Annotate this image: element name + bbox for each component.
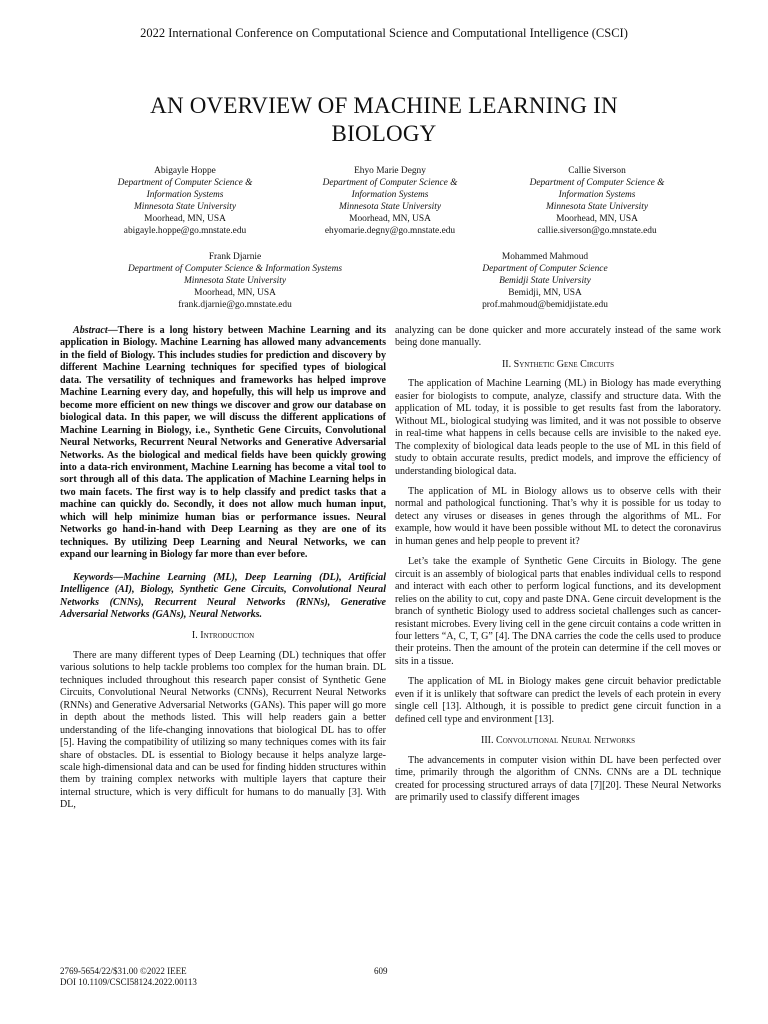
author-block	[285, 165, 495, 238]
author-department: Department of Computer Science &	[529, 178, 665, 189]
author-department: Department of Computer Science &	[117, 178, 253, 189]
author-university: Bemidji State University	[499, 276, 591, 287]
abstract-text: —There is a long history between Machine Learning and its application in Biology. Machine Learning has allowed many advancements in the field of Biology. This includes studies for prediction and discovery by different Machine Learning techniques for specified types of biological data. The versatility of techniques and frameworks has helped improve Machine Learning every day, and hopefully, this will help us improve and become more efficient on new things we discover and grow our database on biological data. In this paper, we will discuss the different applications of Machine Learning in Biology, i.e., Synthetic Gene Circuits, Convolutional Neural Networks, Recurrent Neural Networks and Generative Adversarial Networks. As the biological and medical fields have been quickly growing into a data-rich environment, Machine Learning has become a vital tool to sort through all of this data. The application of Machine Learning helps in two main facets. The first way is to help classify and predict tasks that a machine can quickly do. Secondly, it does not allow much human input, which will help minimize human bias or performance issues. Neural Networks go hand-in-hand with Deep Learning as they are one of its techniques. By utilizing Deep Learning and Neural Networks, we can expand our learning in Biology far more than ever before.	[60, 325, 386, 561]
paper-title	[60, 92, 708, 148]
author-block	[420, 251, 670, 311]
copyright-footer	[60, 966, 197, 988]
author-university: Minnesota State University	[133, 202, 237, 213]
author-email: prof.mahmoud@bemidjistate.edu	[482, 300, 608, 311]
author-location: Moorhead, MN, USA	[349, 214, 431, 225]
author-email: callie.siverson@go.mnstate.edu	[537, 226, 657, 237]
author-department: Department of Computer Science &	[322, 178, 458, 189]
conference-header: 2022 International Conference on Computational Science and Computational Intelligence (CSCI)	[140, 26, 628, 40]
paragraph: The application of ML in Biology makes gene circuit behavior predictable even if it is unlikely that software can predict the levels of each protein in every single cell [13]. Although, it is possible to predict gene circuit function in a defined cell type and environment [13].	[395, 676, 721, 725]
author-department: Department of Computer Science & Information Systems	[127, 264, 343, 275]
paragraph: The advancements in computer vision within DL have been perfected over time, primarily through the algorithm of CNNs. CNNs are a DL technique created for processing structured arrays of data [7][20]. These Neural Networks are primarily used to classify different images	[395, 754, 721, 803]
title-line-1: AN OVERVIEW OF MACHINE LEARNING IN	[150, 93, 618, 118]
keywords: Keywords—Machine Learning (ML), Deep Learning (DL), Artificial Intelligence (AI), Biology, Synthetic Gene Circuits, Convolutional Neural Networks (CNNs), Recurrent Neural Networks (RNNs), Generative Adversarial Networks (GANs), Neural Networks.	[60, 571, 386, 620]
author-name: Ehyo Marie Degny	[354, 166, 426, 176]
abstract	[60, 325, 386, 562]
author-location: Bemidji, MN, USA	[508, 288, 582, 299]
section-heading-introduction: I. Introduction	[191, 630, 255, 642]
author-name: Callie Siverson	[568, 166, 626, 176]
section-heading-synthetic-gene-circuits: II. Synthetic Gene Circuits	[501, 358, 615, 370]
author-block	[80, 165, 290, 238]
paragraph: The application of Machine Learning (ML) in Biology has made everything easier for biologists to compute, analyze, classify and structure data. With the application of ML today, it is possible to get results fast from the laboratory. Without ML, biological studying was limited, and it was not possible to observe in real-time what happens in cells because cells are invisible to the naked eye. The complexity of biological data leads people to the use of ML in this field of study to obtain accurate results, predict models, and improve the efficiency of understanding biological data.	[395, 378, 721, 477]
author-department-cont: Information Systems	[558, 190, 636, 201]
doi-line: DOI 10.1109/CSCI58124.2022.00113	[60, 977, 197, 987]
left-column	[60, 325, 386, 812]
author-block	[100, 251, 370, 311]
author-name: Abigayle Hoppe	[154, 166, 216, 176]
title-line-2: BIOLOGY	[331, 121, 437, 146]
author-name: Mohammed Mahmoud	[501, 252, 589, 262]
author-university: Minnesota State University	[183, 276, 287, 287]
author-university: Minnesota State University	[338, 202, 442, 213]
author-university: Minnesota State University	[545, 202, 649, 213]
author-email: frank.djarnie@go.mnstate.edu	[178, 300, 292, 311]
right-column	[395, 325, 721, 804]
paragraph: The application of ML in Biology allows us to observe cells with their normal and pathological functioning. That’s why it is possible for us today to detect any viruses or diseases in genes through the algorithms of ML. For example, how would it have been possible without ML to detect the coronavirus in human genes and help people to prevent it?	[395, 485, 721, 547]
author-location: Moorhead, MN, USA	[194, 288, 276, 299]
page-number: 609	[374, 966, 388, 976]
section-heading-cnn: III. Convolutional Neural Networks	[480, 735, 636, 747]
paragraph: analyzing can be done quicker and more accurately instead of the same work being done manually.	[395, 325, 721, 349]
author-name: Frank Djarnie	[208, 252, 262, 262]
author-department-cont: Information Systems	[351, 190, 429, 201]
copyright-line: 2769-5654/22/$31.00 ©2022 IEEE	[60, 966, 187, 976]
author-email: abigayle.hoppe@go.mnstate.edu	[123, 226, 247, 237]
abstract-label: Abstract	[73, 325, 108, 336]
author-block	[492, 165, 702, 238]
author-department-cont: Information Systems	[146, 190, 224, 201]
author-location: Moorhead, MN, USA	[144, 214, 226, 225]
paragraph: There are many different types of Deep Learning (DL) techniques that offer various solutions to help tackle problems too complex for the human brain. DL techniques included throughout this research paper consist of Synthetic Gene Circuits, Convolutional Neural Networks (CNNs), Recurrent Neural Networks (RNNs) and Generative Adversarial Networks (GANs). This paper will go more in depth about the methods listed. This will help readers gain a better understanding of the life-changing innovations that biological DL has to offer [5]. Having the compatibility of utilizing so many techniques comes with its fair share of obstacles. DL is essential to Biology because it helps analyze large-scale high-dimensional data and can be used for finding hidden structures within them by training complex networks with multiple layers that capture their internal structure, which is very difficult for humans to do manually [3]. With DL,	[60, 649, 386, 811]
author-department: Department of Computer Science	[482, 264, 608, 275]
paragraph: Let’s take the example of Synthetic Gene Circuits in Biology. The gene circuit is an assembly of biological parts that enables individual cells to respond and interact with each other to perform logical functions, and its development relies on the ability to cut, copy and paste DNA. Gene circuit development is the branch of synthetic Biology used to address societal challenges such as cancer-resistant microbes. Every living cell in the gene circuit contains a code written in four letters “A, C, T, G” [4]. The DNA carries the code the cells used to produce their proteins. Then the amount of the protein can determine if the cell moves or sits in a tissue.	[395, 556, 721, 667]
author-location: Moorhead, MN, USA	[556, 214, 638, 225]
author-email: ehyomarie.degny@go.mnstate.edu	[324, 226, 456, 237]
